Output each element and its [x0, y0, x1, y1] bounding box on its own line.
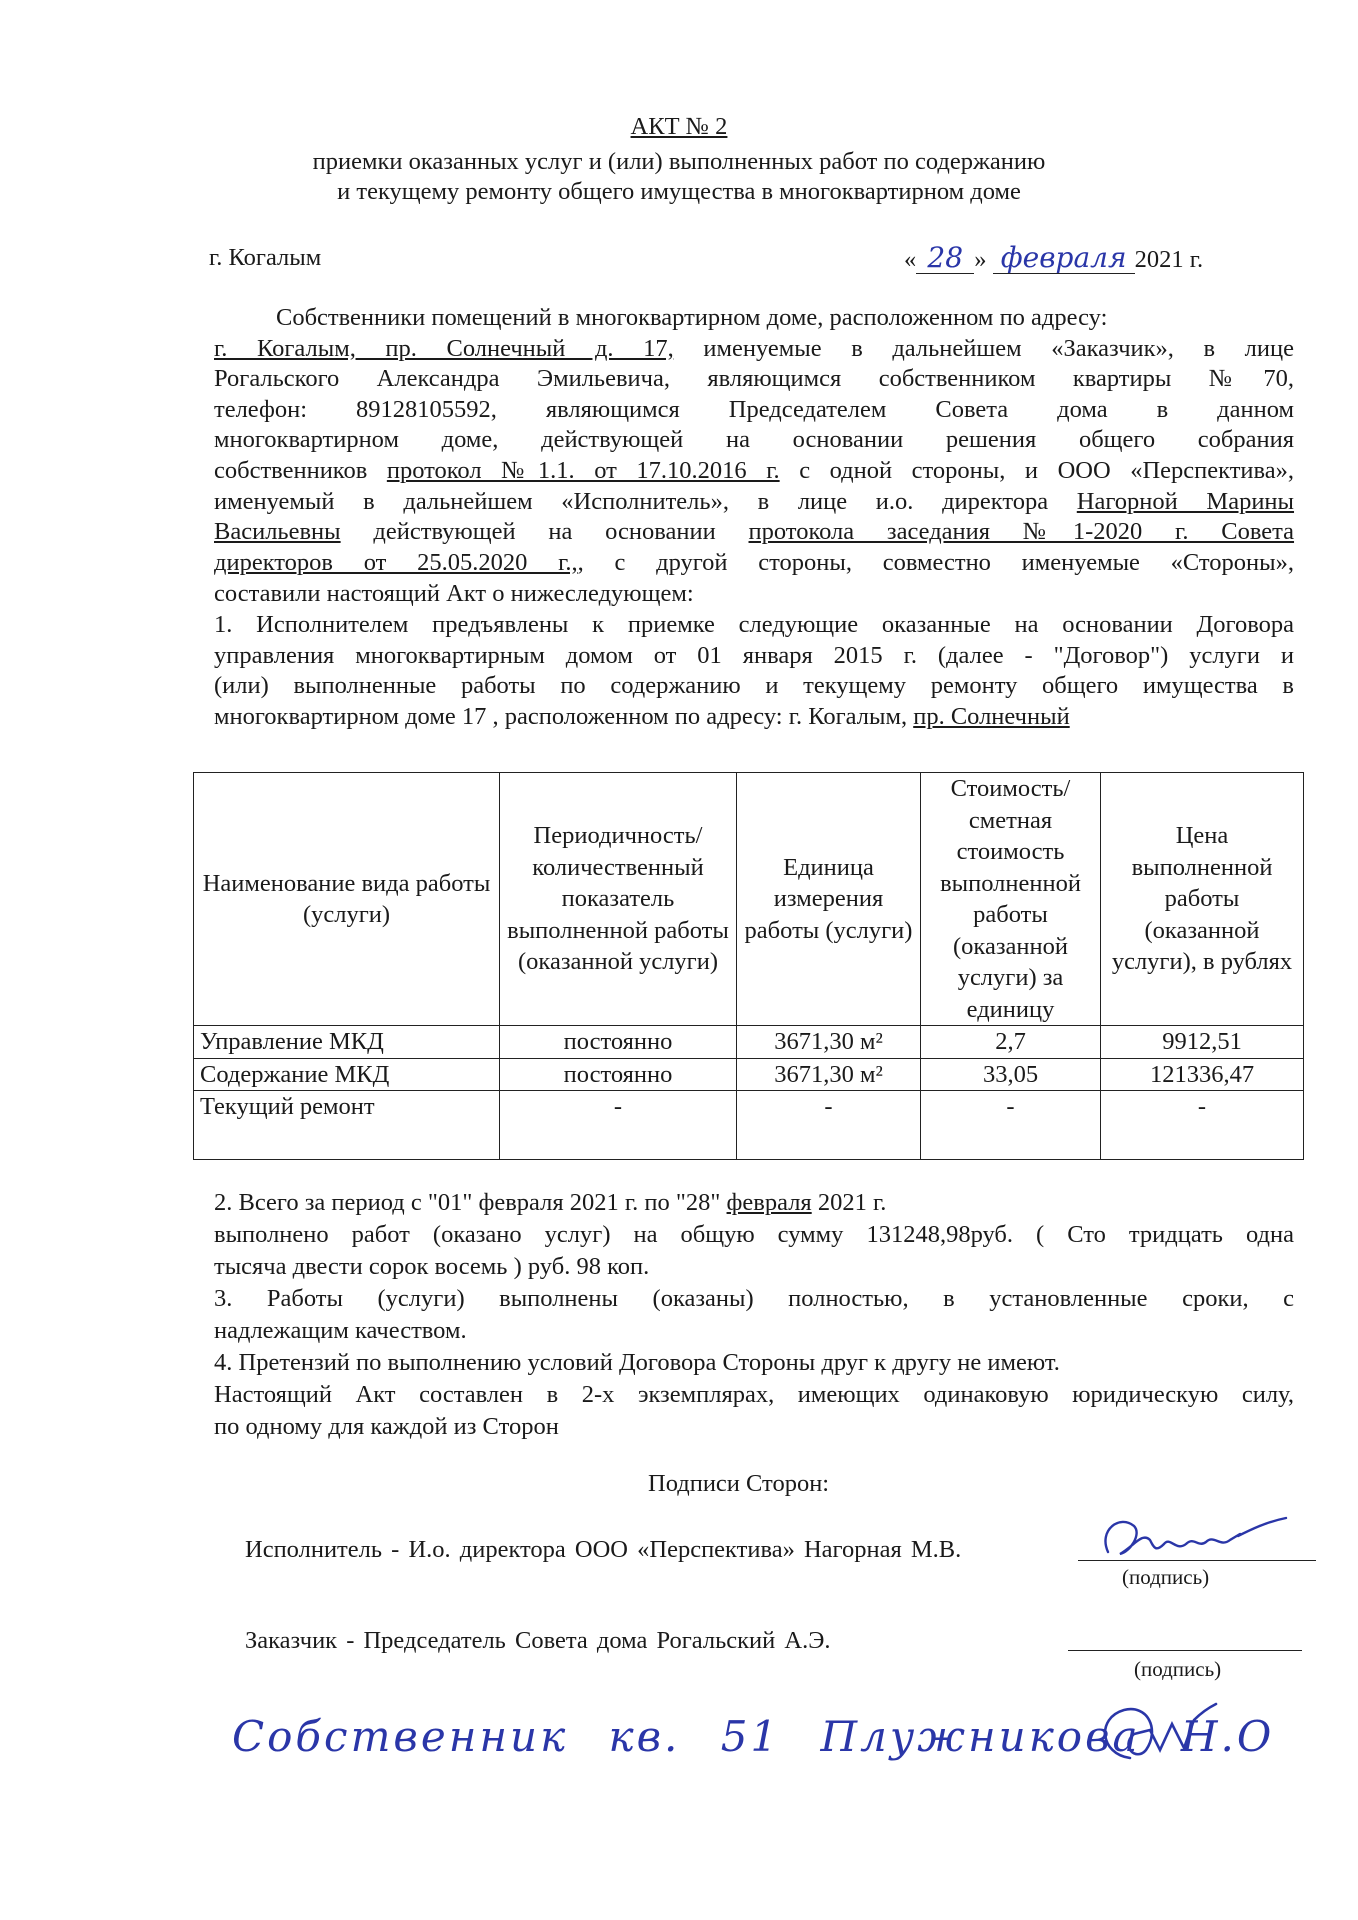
city: г. Когалым	[209, 244, 322, 271]
handwritten-owner-note: Собственник кв. 51 Плужникова Н.О	[232, 1712, 1275, 1761]
intro-line-7: именуемый в дальнейшем «Исполнитель», в лице и.о. директора Нагорной Марины	[214, 488, 1295, 515]
header-unit: Единица измерения работы (услуги)	[737, 773, 921, 1026]
intro-line-2: г. Когалым, пр. Солнечный д. 17, именуемые в дальнейшем «Заказчик», в лице	[214, 335, 1294, 362]
date-day: 28	[916, 243, 974, 274]
works-table	[193, 772, 1304, 1160]
customer-signature-caption: (подпись)	[1134, 1657, 1222, 1681]
cell-unit-cost: -	[921, 1091, 1101, 1160]
p3-line-2: надлежащим качеством.	[214, 1317, 467, 1344]
handwritten-owner-signature	[1090, 1700, 1220, 1770]
intro-line-9: директоров от 25.05.2020 г.,, с другой стороны, совместно именуемые «Стороны»,	[214, 549, 1294, 576]
p2-line-3: тысяча двести сорок восемь ) руб. 98 коп.	[214, 1253, 650, 1280]
p5-line-2: по одному для каждой из Сторон	[214, 1413, 559, 1440]
cell-work-name: Содержание МКД	[194, 1058, 500, 1091]
intro-line-3: Рогальского Александра Эмильевича, являющимся собственником квартиры №70,	[214, 365, 1294, 392]
p1-line-1: 1. Исполнителем предъявлены к приемке следующие оказанные на основании Договора	[214, 611, 1294, 638]
customer-signature-line	[1068, 1650, 1302, 1651]
cell-price: -	[1101, 1091, 1304, 1160]
p2-line-1: 2. Всего за период с "01" февраля 2021 г. по "28" февраля 2021 г.	[214, 1189, 887, 1216]
intro-line-8: Васильевны действующей на основании протокола заседания №1-2020 г. Совета	[214, 518, 1295, 545]
table-header-row	[194, 773, 1304, 1026]
p2-line-2: выполнено работ (оказано услуг) на общую сумму 131248,98руб. ( Сто тридцать одна	[214, 1221, 1294, 1248]
executor-signature-caption: (подпись)	[1122, 1565, 1210, 1589]
p5-line-1: Настоящий Акт составлен в 2-х экземплярах, имеющих одинаковую юридическую силу,	[214, 1381, 1294, 1408]
cell-work-name: Текущий ремонт	[194, 1091, 500, 1160]
intro-line-4: телефон: 89128105592, являющимся Председателем Совета дома в данном	[214, 396, 1294, 423]
p1-line-3: (или) выполненные работы по содержанию и текущему ремонту общего имущества в	[214, 672, 1294, 699]
header-price: Цена выполненной работы (оказанной услуги), в рублях	[1101, 773, 1304, 1026]
cell-unit: 3671,30 м²	[737, 1026, 921, 1059]
cell-periodicity: постоянно	[500, 1058, 737, 1091]
header-unit-cost: Стоимость/ сметная стоимость выполненной работы (оказанной услуги) за единицу	[921, 773, 1101, 1026]
act-title-line-2: и текущему ремонту общего имущества в многоквартирном доме	[337, 178, 1021, 205]
cell-periodicity: -	[500, 1091, 737, 1160]
executor-signatory: Исполнитель - И.о. директора ООО «Перспектива» Нагорная М.В.	[245, 1536, 962, 1563]
header-work-name: Наименование вида работы (услуги)	[194, 773, 500, 1026]
table-row	[194, 1091, 1304, 1160]
p1-line-4: многоквартирном доме 17 , расположенном по адресу: г. Когалым, пр. Солнечный	[214, 703, 1070, 730]
p3-line-1: 3. Работы (услуги) выполнены (оказаны) полностью, в установленные сроки, с	[214, 1285, 1294, 1312]
table-row	[194, 1026, 1304, 1059]
cell-work-name: Управление МКД	[194, 1026, 500, 1059]
date-month: февраля	[993, 243, 1135, 274]
intro-line-10: составили настоящий Акт о нижеследующем:	[214, 580, 694, 607]
table-row	[194, 1058, 1304, 1091]
cell-unit: 3671,30 м²	[737, 1058, 921, 1091]
intro-line-5: многоквартирном доме, действующей на основании решения общего собрания	[214, 426, 1294, 453]
act-number: АКТ № 2	[630, 113, 728, 140]
cell-unit: -	[737, 1091, 921, 1160]
executor-signature	[1090, 1508, 1290, 1570]
p1-line-2: управления многоквартирным домом от 01 января 2015 г. (далее - "Договор") услуги и	[214, 642, 1294, 669]
date: « 28 » февраля 2021 г.	[904, 241, 1204, 274]
intro-line-1: Собственники помещений в многоквартирном доме, расположенном по адресу:	[276, 304, 1108, 331]
p4-line: 4. Претензий по выполнению условий Договора Стороны друг к другу не имеют.	[214, 1349, 1060, 1376]
act-title-line-1: приемки оказанных услуг и (или) выполненных работ по содержанию	[312, 148, 1046, 175]
cell-unit-cost: 2,7	[921, 1026, 1101, 1059]
cell-price: 9912,51	[1101, 1026, 1304, 1059]
header-periodicity: Периодичность/ количественный показатель выполненной работы (оказанной услуги)	[500, 773, 737, 1026]
signatures-heading: Подписи Сторон:	[648, 1470, 830, 1497]
intro-line-6: собственников протокол №1.1. от 17.10.2016 г. с одной стороны, и ООО «Перспектива»,	[214, 457, 1295, 484]
cell-unit-cost: 33,05	[921, 1058, 1101, 1091]
cell-periodicity: постоянно	[500, 1026, 737, 1059]
cell-price: 121336,47	[1101, 1058, 1304, 1091]
customer-signatory: Заказчик - Председатель Совета дома Рогальский А.Э.	[245, 1627, 831, 1654]
